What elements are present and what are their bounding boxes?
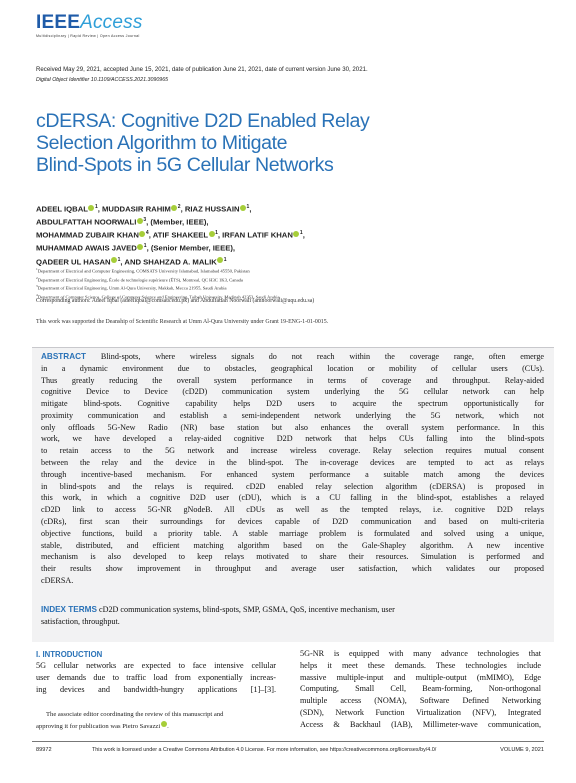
orcid-icon[interactable]: [171, 205, 177, 211]
affiliation-sup: 3: [143, 217, 147, 224]
author-name: MOHAMMAD ZUBAIR KHAN: [36, 230, 139, 240]
author-name: ADEEL IQBAL: [36, 204, 88, 214]
title-line: cDERSA: Cognitive D2D Enabled Relay: [36, 110, 370, 132]
abstract-top-rule: [32, 347, 554, 348]
affiliation-sup: 1: [117, 256, 121, 263]
affiliation-sup: 1: [94, 204, 98, 210]
section-heading: I. INTRODUCTION: [36, 650, 103, 659]
orcid-icon[interactable]: [137, 244, 143, 250]
affiliation-sup: 1: [215, 230, 218, 237]
author-line: ABDULFATTAH NOORWALI $^3$, (Member, IEEE),: [36, 217, 209, 227]
body-line: 5G cellular networks are expected to face intensive cellular: [36, 661, 276, 670]
abstract-line: work, we have developed a relay-aided cognitive D2D network that helps CUs falling into the blind-spots: [41, 434, 544, 444]
title-line: Blind-Spots in 5G Cellular Networks: [36, 154, 334, 176]
orcid-icon[interactable]: [240, 205, 246, 211]
author-name: MUDDASIR RAHIM: [102, 204, 171, 214]
affiliation-sup: 1: [299, 230, 303, 237]
abstract-line: this work, in which a cognitive D2D user (cDU), which is a CU falling in the blind-spot, establishes a relayed: [41, 493, 544, 503]
logo-tagline: Multidisciplinary | Rapid Review | Open Access Journal: [36, 34, 140, 38]
index-terms-line: [41, 604, 544, 616]
paper-title: [36, 110, 456, 176]
author-name: MUHAMMAD AWAIS JAVED: [36, 244, 137, 254]
affiliation-text: Department of Electrical Engineering, Umm Al-Qura University, Makkah, Mecca 21955, Saudi Arabia: [37, 285, 227, 291]
body-line: 5G-NR is equipped with many advance technologies that: [300, 649, 541, 658]
abstract-line: to retain access to the 5G network and increase wireless coverage. Relay selection requires mutual consent: [41, 446, 544, 456]
body-line: multiple access (NOMA), Software Defined Networking: [300, 696, 541, 706]
affiliation-line: [36, 266, 546, 275]
abstract: [41, 351, 544, 587]
abstract-line: between the relay and the device in the blind-spot. The in-coverage devices are tempted to act as relays: [41, 458, 544, 468]
logo-access: Access: [80, 12, 143, 33]
corresponding-authors: Corresponding authors: Adeel Iqbal (adeeliqbal@comsats.edu.pk) and Abdulfattah Noorwali (amnoorwali@uqu.edu.sa): [36, 298, 315, 304]
author-name: IRFAN LATIF KHAN: [222, 230, 293, 240]
abstract-text: Blind-spots, where wireless signals do not reach within the coverage range, often emerge: [100, 352, 545, 361]
affiliation-sup: 4: [145, 230, 149, 237]
publication-dates: Received May 29, 2021, accepted June 15, 2021, date of publication June 21, 2021, date of current version June 30, 2021.: [36, 66, 368, 73]
abstract-line: only offloads 5G-New Radio (NR) base station but also enhances the overall system performance. In this: [41, 422, 544, 432]
journal-logo: [36, 13, 143, 38]
doi: Digital Object Identifier 10.1109/ACCESS.2021.3090965: [36, 77, 169, 83]
abstract-line: [41, 351, 544, 363]
body-line: user demands due to traffic load from exponentially increas-: [36, 672, 276, 682]
abstract-line: mechanism is also developed to keep relays motivated to share their resources. Simulation is performed and: [41, 552, 544, 562]
abstract-line: Thus greatly reducing the overall system performance in terms of coverage and throughput. Relay-aided: [41, 375, 544, 385]
abstract-line: cD2D link to access 5G-NR gNodeB. All cDUs as well as the tempted relays, i.e. cognitive D2D relays: [41, 505, 544, 515]
affiliation-sup: 2: [177, 204, 181, 210]
title-line: Selection Algorithm to Mitigate: [36, 132, 288, 154]
footer-rule: [32, 741, 544, 742]
orcid-icon[interactable]: [88, 205, 94, 211]
body-line: massive multiple-input and multiple-output (mMIMO), Edge: [300, 672, 541, 682]
volume-label: VOLUME 9, 2021: [500, 747, 544, 753]
affiliation-line: [36, 275, 546, 284]
affiliation-text: Department of Computer Science, College of Computer Science and Engineering, Taibah University, Madinah 42353, Saudi Arabia: [37, 294, 280, 300]
affiliation-num: 3: [36, 284, 38, 289]
orcid-icon[interactable]: [161, 721, 167, 727]
orcid-icon[interactable]: [111, 257, 117, 263]
affiliation-text: Department of Electrical Engineering, École de technologie supérieure (ÉTS), Montreal, QC H3C 1K3, Canada: [37, 277, 243, 283]
affiliation-num: 4: [36, 292, 38, 297]
body-line: Computing, Small Cell, Beam-forming, Non-orthogonal: [300, 684, 541, 694]
footnote-text: approving it for publication was Pietro Savazzi: [36, 722, 161, 730]
index-terms-text: cD2D communication systems, blind-spots, SMP, GSMA, QoS, incentive mechanism, user: [99, 605, 395, 614]
abstract-line: proximity communication and establish a semi-independent network underlying the 5G network, which not: [41, 410, 544, 420]
abstract-line: cDERSA.: [41, 575, 74, 585]
affiliation-sup: 1: [223, 256, 227, 263]
editor-footnote: [36, 710, 276, 732]
abstract-line: through incentive-based mechanism. For enhanced system performance a suitable match among the devices: [41, 469, 544, 479]
author-name: ATIF SHAKEEL: [152, 230, 209, 240]
abstract-label: ABSTRACT: [41, 352, 87, 361]
orcid-icon[interactable]: [217, 257, 223, 263]
body-line: Access & Backhaul (IAB), Millimeter-wave communication,: [300, 719, 541, 729]
author-name: ABDULFATTAH NOORWALI: [36, 217, 137, 227]
author-note: (Member, IEEE),: [150, 217, 209, 227]
index-terms-line: satisfaction, throughput.: [41, 617, 120, 626]
orcid-icon[interactable]: [139, 231, 145, 237]
orcid-icon[interactable]: [209, 231, 215, 237]
funding-note: This work was supported the Deanship of Scientific Research at Umm Al-Qura University under Grant 19-ENG-1-01-0015.: [36, 319, 329, 325]
logo-ieee: IEEE: [36, 12, 81, 33]
abstract-line: objective functions, build a priority table. A stable marriage problem is formulated and solved using a unique,: [41, 528, 544, 538]
index-terms-label: INDEX TERMS: [41, 605, 97, 614]
abstract-line: their results show improvement in throughput and average user satisfaction, which validates our proposed: [41, 564, 544, 574]
affiliation-sup: 1: [246, 204, 250, 210]
author-line: MUHAMMAD AWAIS JAVED $^1$, (Senior Member, IEEE),: [36, 243, 236, 254]
author-line: ADEEL IQBAL $^1$, MUDDASIR RAHIM $^2$, RIAZ HUSSAIN $^1$,: [36, 204, 252, 214]
author-list: [36, 202, 546, 268]
author-line: MOHAMMAD ZUBAIR KHAN $^4$, ATIF SHAKEEL $^1$, IRFAN LATIF KHAN $^1$,: [36, 230, 305, 240]
author-name: QADEER UL HASAN: [36, 257, 111, 267]
author-name: RIAZ HUSSAIN: [184, 204, 240, 214]
abstract-line: mitigate blind-spots. Cognitive capability helps D2D users to acquire the spectrum opportunistically for: [41, 399, 544, 409]
affiliation-sup: 1: [143, 243, 147, 250]
left-column: [36, 660, 276, 695]
abstract-line: in a dynamic environment due to obstacles, geographical location or mobility of cellular users (CUs).: [41, 363, 544, 373]
abstract-line: in blind-spots and the relays is required. cD2D enabled relay selection algorithm (cDERSA) is proposed in: [41, 481, 544, 491]
affiliation-line: [36, 283, 546, 292]
body-line: helps it meet these demands. These technologies include: [300, 660, 541, 670]
abstract-line: cognitive Device to Device (cD2D) communication system underlying the 5G cellular network can help: [41, 387, 544, 397]
footnote-line: approving it for publication was Pietro Savazzi .: [36, 722, 169, 730]
affiliation-num: 1: [36, 267, 38, 271]
author-note: (Senior Member, IEEE),: [150, 244, 236, 254]
author-name: AND SHAHZAD A. MALIK: [124, 257, 217, 267]
page-number: 89972: [36, 747, 52, 753]
orcid-icon[interactable]: [293, 231, 299, 237]
abstract-line: (cDRs), first scan their surroundings for devices capable of D2D communication and based on multi-criteria: [41, 516, 544, 526]
author-line: QADEER UL HASAN $^1$, AND SHAHZAD A. MALIK $^1$: [36, 256, 227, 267]
affiliation-text: Department of Electrical and Computer Engineering, COMSATS University Islamabad, Islamabad 45550, Pakistan: [37, 268, 250, 274]
orcid-icon[interactable]: [137, 218, 143, 224]
license-notice[interactable]: This work is licensed under a Creative Commons Attribution 4.0 License. For more information, see https://creativecommons.org/licenses/by/4.0/: [92, 747, 437, 753]
footnote-line: The associate editor coordinating the review of this manuscript and: [46, 711, 224, 718]
affiliation-num: 2: [36, 275, 38, 280]
abstract-line: stable, distributed, and efficient matching algorithm based on the Gale-Shapley algorithm. A new incentive: [41, 540, 544, 550]
body-line: (SDN), Network Function Virtualization (NFV), Integrated: [300, 707, 541, 717]
body-line: ing devices and bandwidth-hungry applications [1]–[3].: [36, 684, 276, 694]
affiliations: [36, 266, 546, 301]
index-terms: [41, 604, 544, 628]
right-column: [300, 648, 541, 731]
